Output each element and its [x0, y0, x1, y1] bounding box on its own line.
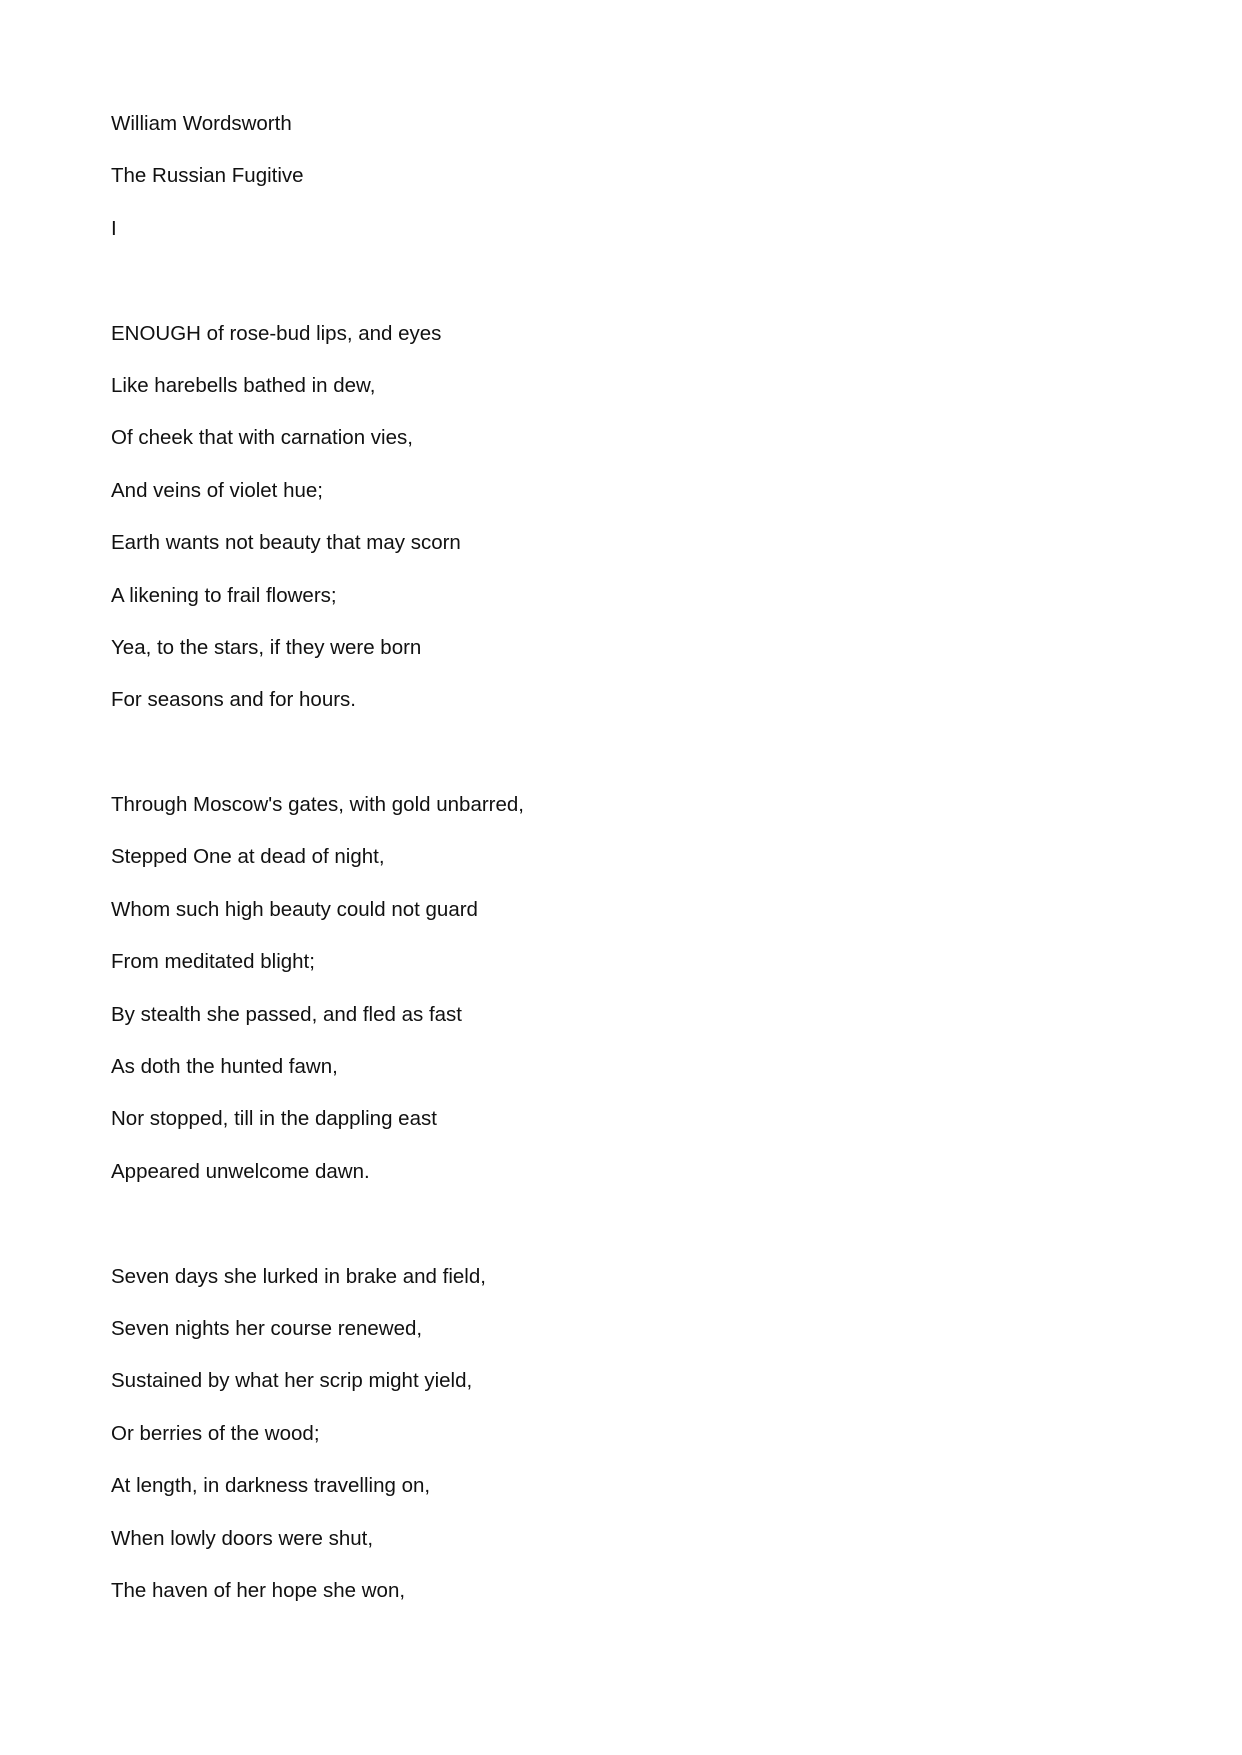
poem-text — [111, 112, 1111, 1631]
poem-line: Whom such high beauty could not guard — [111, 897, 478, 921]
blank-line — [111, 1212, 1111, 1264]
poem-line: At length, in darkness travelling on, — [111, 1474, 431, 1498]
poem-line: As doth the hunted fawn, — [111, 1055, 338, 1079]
part-number: I — [111, 216, 117, 240]
poem-line: Earth wants not beauty that may scorn — [111, 531, 461, 555]
stanza-2 — [111, 793, 1111, 1212]
poem-line: The haven of her hope she won, — [111, 1578, 406, 1602]
poem-line: Yea, to the stars, if they were born — [111, 635, 422, 659]
poem-line: Seven nights her course renewed, — [111, 1316, 423, 1340]
stanza-3 — [111, 1265, 1111, 1632]
poem-line: By stealth she passed, and fled as fast — [111, 1002, 462, 1026]
poem-title: The Russian Fugitive — [111, 164, 304, 188]
poem-line: A likening to frail flowers; — [111, 583, 337, 607]
poem-line: Stepped One at dead of night, — [111, 845, 385, 869]
author-name: William Wordsworth — [111, 112, 292, 135]
blank-line — [111, 269, 1111, 321]
poem-line: Seven days she lurked in brake and field, — [111, 1264, 486, 1288]
poem-line: Appeared unwelcome dawn. — [111, 1159, 370, 1183]
poem-line: Nor stopped, till in the dappling east — [111, 1107, 437, 1131]
stanza-1 — [111, 322, 1111, 741]
poem-line: Sustained by what her scrip might yield, — [111, 1369, 473, 1393]
poem-line: Like harebells bathed in dew, — [111, 373, 376, 397]
poem-line: Of cheek that with carnation vies, — [111, 426, 413, 450]
poem-line: Through Moscow's gates, with gold unbarred, — [111, 793, 524, 817]
poem-line: When lowly doors were shut, — [111, 1526, 374, 1550]
poem-line: Or berries of the wood; — [111, 1421, 320, 1445]
blank-line — [111, 741, 1111, 793]
poem-line: ENOUGH of rose-bud lips, and eyes — [111, 321, 442, 345]
poem-line: From meditated blight; — [111, 950, 315, 974]
poem-line: And veins of violet hue; — [111, 478, 323, 502]
poem-line: For seasons and for hours. — [111, 688, 356, 712]
